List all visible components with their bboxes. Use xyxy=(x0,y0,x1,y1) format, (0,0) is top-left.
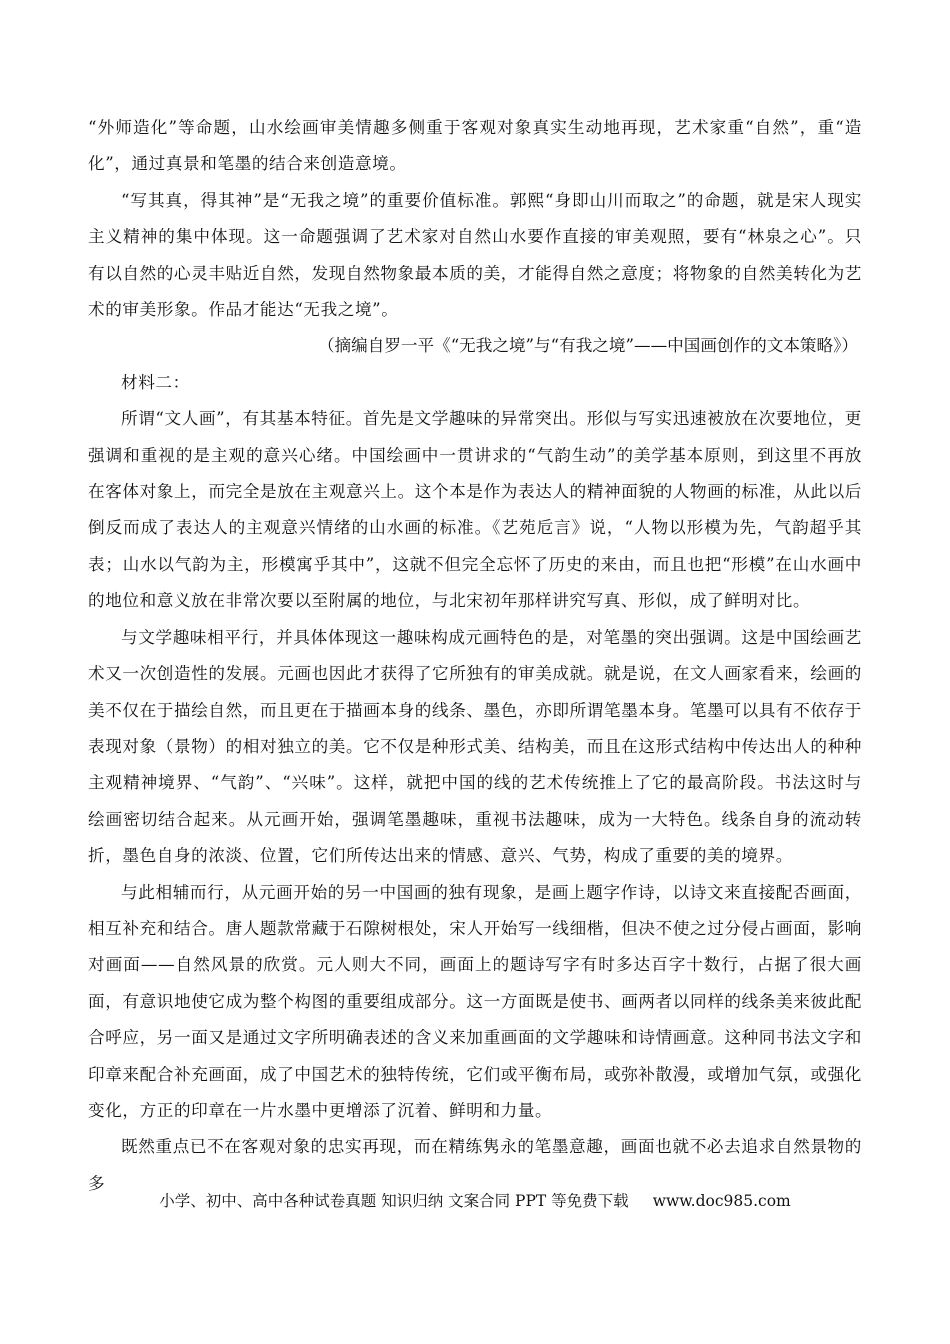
paragraph-brush-ink: 与文学趣味相平行，并具体体现这一趣味构成元画特色的是，对笔墨的突出强调。这是中国绘画艺术又一次创造性的发展。元画也因此才获得了它所独有的审美成就。就是说，在文人画家看来，绘画的美不仅在于描绘自然，而且更在于描画本身的线条、墨色，亦即所谓笔墨本身。笔墨可以具有不依存于表现对象（景物）的相对独立的美。它不仅是种形式美、结构美，而且在这形式结构中传达出人的种种主观精神境界、“气韵”、“兴味”。这样，就把中国的线的艺术传统推上了它的最高阶段。书法这时与绘画密切结合起来。从元画开始，强调笔墨趣味，重视书法趣味，成为一大特色。线条自身的流动转折，墨色自身的浓淡、位置，它们所传达出来的情感、意兴、气势，构成了重要的美的境界。 xyxy=(88,627,862,866)
paragraph-continuation: “外师造化”等命题，山水绘画审美情趣多侧重于客观对象真实生动地再现，艺术家重“自然”，重“造化”，通过真景和笔墨的结合来创造意境。 xyxy=(88,118,862,174)
paragraph-final-partial: 既然重点已不在客观对象的忠实再现，而在精练隽永的笔墨意趣，画面也就不必去追求自然景物的多 xyxy=(88,1137,862,1193)
source-citation: （摘编自罗一平《“无我之境”与“有我之境”——中国画创作的文本策略》） xyxy=(317,336,858,356)
document-body xyxy=(88,110,862,1202)
page-footer xyxy=(0,1190,950,1212)
paragraph-wuwo-standard: “写其真，得其神”是“无我之境”的重要价值标准。郭熙“身即山川而取之”的命题，就是宋人现实主义精神的集中体现。这一命题强调了艺术家对自然山水要作直接的审美观照，要有“林泉之心”。只有以自然的心灵丰贴近自然，发现自然物象最本质的美，才能得自然之意度；将物象的自然美转化为艺术的审美形象。作品才能达“无我之境”。 xyxy=(88,190,862,320)
footer-url[interactable]: www.doc985.com xyxy=(652,1192,791,1210)
paragraph-poetry-inscription: 与此相辅而行，从元画开始的另一中国画的独有现象，是画上题字作诗，以诗文来直接配否画面，相互补充和结合。唐人题款常藏于石隙树根处，宋人开始写一线细楷，但决不使之过分侵占画面，影响对画面——自然风景的欣赏。元人则大不同，画面上的题诗写字有时多达百字十数行，占据了很大画面，有意识地使它成为整个构图的重要组成部分。这一方面既是使书、画两者以同样的线条美来彼此配合呼应，另一面又是通过文字所明确表述的含义来加重画面的文学趣味和诗情画意。这种同书法文字和印章来配合补充画面，成了中国艺术的独特传统，它们或平衡布局，或弥补散漫，或增加气氛，或强化变化，方正的印章在一片水墨中更增添了沉着、鲜明和力量。 xyxy=(88,882,862,1120)
section-heading-material-two: 材料二： xyxy=(121,372,190,392)
footer-text: 小学、初中、高中各种试卷真题 知识归纳 文案合同 PPT 等免费下载 xyxy=(159,1192,629,1210)
paragraph-literati-painting: 所谓“文人画”，有其基本特征。首先是文学趣味的异常突出。形似与写实迅速被放在次要地位，更强调和重视的是主观的意兴心绪。中国绘画中一贯讲求的“气韵生动”的美学基本原则，到这里不再放在客体对象上，而完全是放在主观意兴上。这个本是作为表达人的精神面貌的人物画的标准，从此以后倒反而成了表达人的主观意兴情绪的山水画的标准。《艺苑卮言》说，“人物以形模为先，气韵超乎其表；山水以气韵为主，形模寓乎其中”，这就不但完全忘怀了历史的来由，而且也把“形模”在山水画中的地位和意义放在非常次要以至附属的地位，与北宋初年那样讲究写真、形似，成了鲜明对比。 xyxy=(88,409,862,611)
